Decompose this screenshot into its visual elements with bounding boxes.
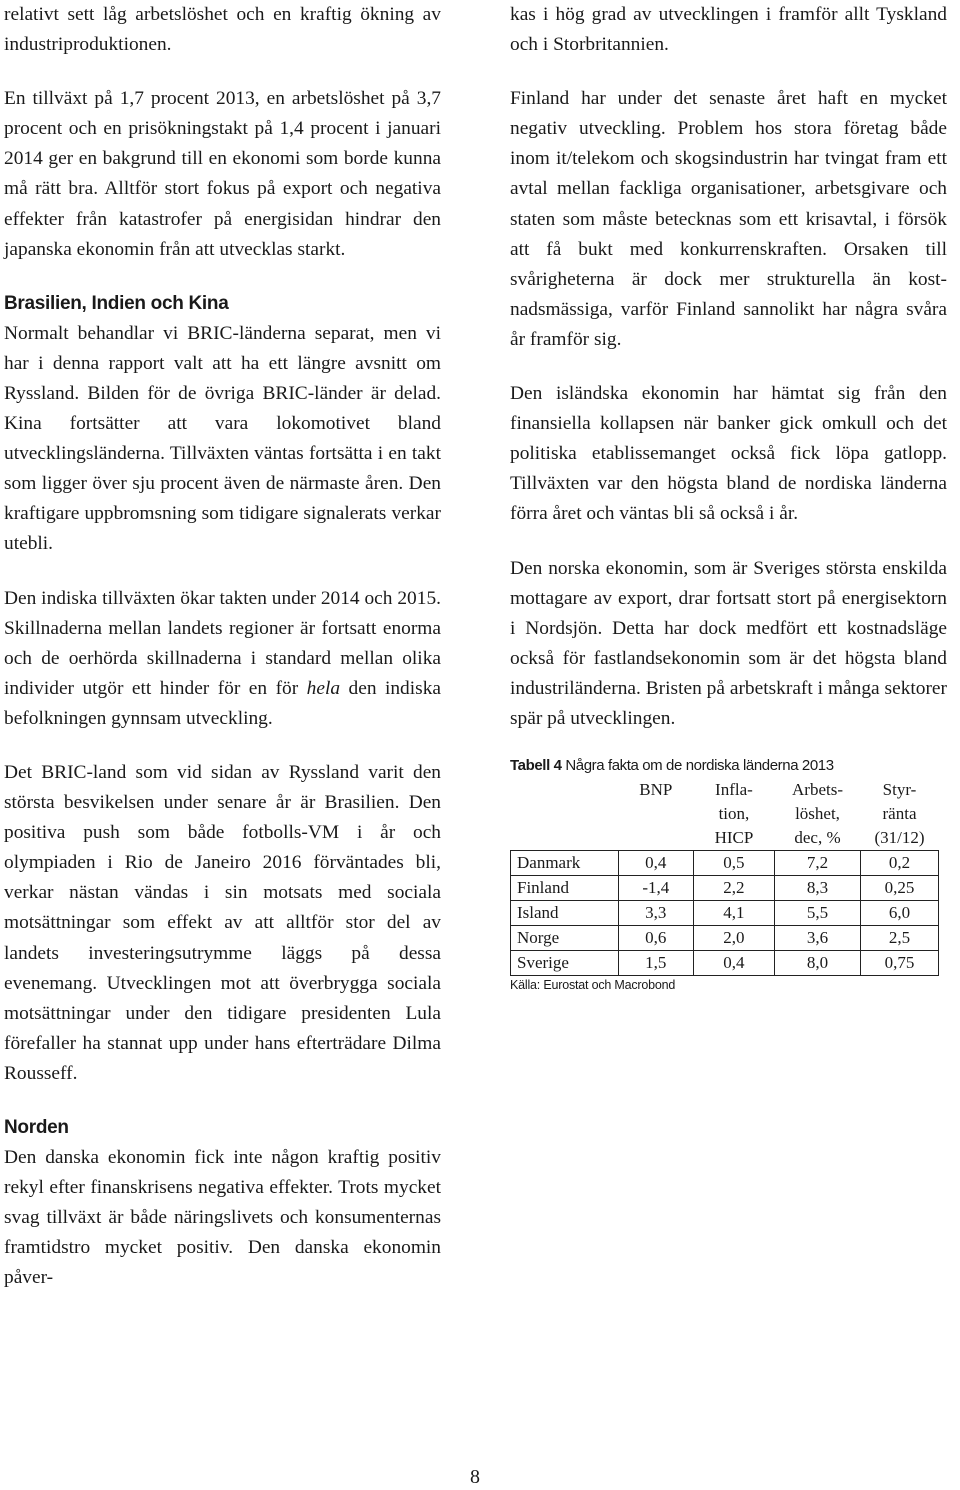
- paragraph: Finland har under det senaste året haft en mycket negativ utveckling. Problem hos stora företag både inom it/telekom och skogsindustrin har tvingat fram ett avtal mellan fackliga organisationer, arbetsgivare och staten som måste betecknas som ett krisavtal, i försök att få bukt med konkurrenskraften. Orsaken till svårigheterna är dock mer strukturella än kostnadsmässiga, varför Finland sannolikt har några svåra år framför sig.: [510, 88, 947, 350]
- table-country-cell: Sverige: [511, 951, 619, 976]
- table-header-line: tion,: [718, 804, 750, 824]
- table-value-cell: 0,4: [693, 951, 774, 976]
- table-header-line: BNP: [639, 780, 673, 800]
- table-value-cell: 8,0: [774, 951, 860, 976]
- paragraph: Den norska ekonomin, som är Sveriges största enskilda mottagare av export, drar fortsatt stort på energisektorn i Nordsjön. Detta har dock medfört ett kostnadsläge också för fastlandsekonomin som är det högsta bland industriländerna. Bristen på arbetskraft i många sektorer spär på utvecklingen.: [510, 557, 947, 729]
- table-header-line: dec, %: [794, 828, 841, 848]
- table-source: Källa: Eurostat och Macrobond: [510, 978, 676, 993]
- paragraph-spacer: [510, 355, 947, 379]
- table-value-cell: 6,0: [861, 901, 939, 926]
- table-header-line: Arbets-: [792, 780, 843, 800]
- table-row: [511, 851, 939, 876]
- table-header-line: Styr-: [882, 780, 917, 800]
- table-value-cell: 0,4: [618, 851, 693, 876]
- table-value-cell: 2,2: [693, 876, 774, 901]
- paragraph-spacer: [510, 734, 947, 756]
- table-value-cell: 3,6: [774, 926, 860, 951]
- paragraph: Normalt behandlar vi BRIC-länderna separat, men vi har i denna rapport valt att ha ett längre avsnitt om Ryssland. Bilden för de övriga BRIC-länder är delad. Kina fortsätter att vara lokomotivet bland utvecklingsländerna. Tillväxten väntas fortsätta i en takt som ligger över sju procent även de närmaste åren. Den kraftigare uppbromsning som tidigare signalerats verkar utebli.: [4, 322, 441, 555]
- paragraph-spacer: [4, 60, 441, 84]
- table-header-cell: [511, 778, 619, 851]
- table-value-cell: 0,25: [861, 876, 939, 901]
- table-country-cell: Finland: [511, 876, 619, 901]
- table-value-cell: 3,3: [618, 901, 693, 926]
- table-value-cell: 5,5: [774, 901, 860, 926]
- table-country-cell: Norge: [511, 926, 619, 951]
- paragraph-spacer: [4, 560, 441, 584]
- paragraph: [4, 584, 441, 734]
- paragraph-spacer: [4, 734, 441, 758]
- paragraph-spacer: [4, 1089, 441, 1113]
- paragraph-spacer: [510, 530, 947, 554]
- section-heading-bric: Brasilien, Indien och Kina: [4, 292, 229, 314]
- nordic-facts-table: [510, 778, 939, 976]
- table-caption: [510, 756, 947, 776]
- paragraph: kas i hög grad av utvecklingen i framför allt Tyskland och i Storbritannien.: [510, 4, 947, 56]
- text-run: Den indiska tillväxten ökar takten under 2014 och 2015. Skillnaderna mellan landets regioner är fortsatt enorma och de oerhörda skillnaderna i standard mellan olika individer utgör ett hinder för en för: [4, 587, 441, 699]
- table-header-line: Infla-: [715, 780, 753, 800]
- table-caption-text: Några fakta om de nordiska länderna 2013: [565, 757, 834, 775]
- table-header-line: ränta: [882, 804, 917, 824]
- table-header-cell: [861, 778, 939, 851]
- paragraph: relativt sett låg arbetslöshet och en kraftig ökning av industriproduktionen.: [4, 4, 441, 56]
- table-country-cell: Danmark: [511, 851, 619, 876]
- table-body: [511, 851, 939, 976]
- table-value-cell: 0,6: [618, 926, 693, 951]
- table-value-cell: 0,5: [693, 851, 774, 876]
- table-row: [511, 926, 939, 951]
- paragraph: Den danska ekonomin fick inte någon kraftig positiv rekyl efter finanskrisens negativa effekter. Trots mycket svag tillväxt är både näringslivets och konsumenternas framtidstro mycket positiv. Den danska ekonomin påver-: [4, 1147, 441, 1289]
- paragraph-spacer: [510, 60, 947, 84]
- table-header-line: HICP: [714, 828, 754, 848]
- table-header-line: (31/12): [874, 828, 925, 848]
- table-value-cell: -1,4: [618, 876, 693, 901]
- table-row: [511, 951, 939, 976]
- table-value-cell: 8,3: [774, 876, 860, 901]
- paragraph: Det BRIC-land som vid sidan av Ryssland varit den största besvikelsen under senare år är Brasilien. Den positiva push som både fotbolls-VM i år och olympiaden i Rio de Janeiro 2016 förväntades bli, verkar nästan vändas i sin motsats med sociala motsättningar som effekt av att alltför stor del av landets investeringsutrymme läggs på dessa evenemang. Utvecklingen mot att överbrygga sociala motsättningar under den tidigare presidenten Lula förefaller ha stannat upp under hans efterträdare Dilma Rousseff.: [4, 761, 441, 1084]
- section-heading-norden: Norden: [4, 1117, 69, 1138]
- table-value-cell: 7,2: [774, 851, 860, 876]
- paragraph: En tillväxt på 1,7 procent 2013, en arbetslöshet på 3,7 procent och en prisökningstakt på 1,4 procent i januari 2014 ger en bakgrund till en ekonomi som borde kunna må rätt bra. Alltför stort fokus på export och negativa effekter från katastrofer på energisidan hindrar den japanska ekonomin från att utvecklas starkt.: [4, 88, 441, 260]
- emphasis-text: hela: [306, 677, 341, 699]
- table-value-cell: 2,5: [861, 926, 939, 951]
- table-row: [511, 876, 939, 901]
- table-value-cell: 0,2: [861, 851, 939, 876]
- table-value-cell: 1,5: [618, 951, 693, 976]
- table-header-cell: [693, 778, 774, 851]
- table-header-cell: [774, 778, 860, 851]
- table-header-line: löshet,: [795, 804, 840, 824]
- table-value-cell: 2,0: [693, 926, 774, 951]
- table-header-cell: [618, 778, 693, 851]
- table-value-cell: 4,1: [693, 901, 774, 926]
- table-row: [511, 901, 939, 926]
- paragraph-spacer: [4, 265, 441, 289]
- page-number: 8: [470, 1466, 480, 1488]
- table-header-row: [511, 778, 939, 851]
- table-country-cell: Island: [511, 901, 619, 926]
- left-column: [4, 0, 441, 1293]
- table-value-cell: 0,75: [861, 951, 939, 976]
- right-column: [510, 0, 947, 992]
- text-run: den indiska befolkningen gynnsam utveckling.: [4, 677, 441, 729]
- paragraph: Den isländska ekonomin har hämtat sig från den finansiella kollapsen när banker gick omkull och det politiska etablissemanget också fick löpa gatlopp. Tillväxten var den högsta bland de nordiska länderna förra året och väntas bli så också i år.: [510, 383, 947, 525]
- table-caption-label: Tabell 4: [510, 757, 562, 775]
